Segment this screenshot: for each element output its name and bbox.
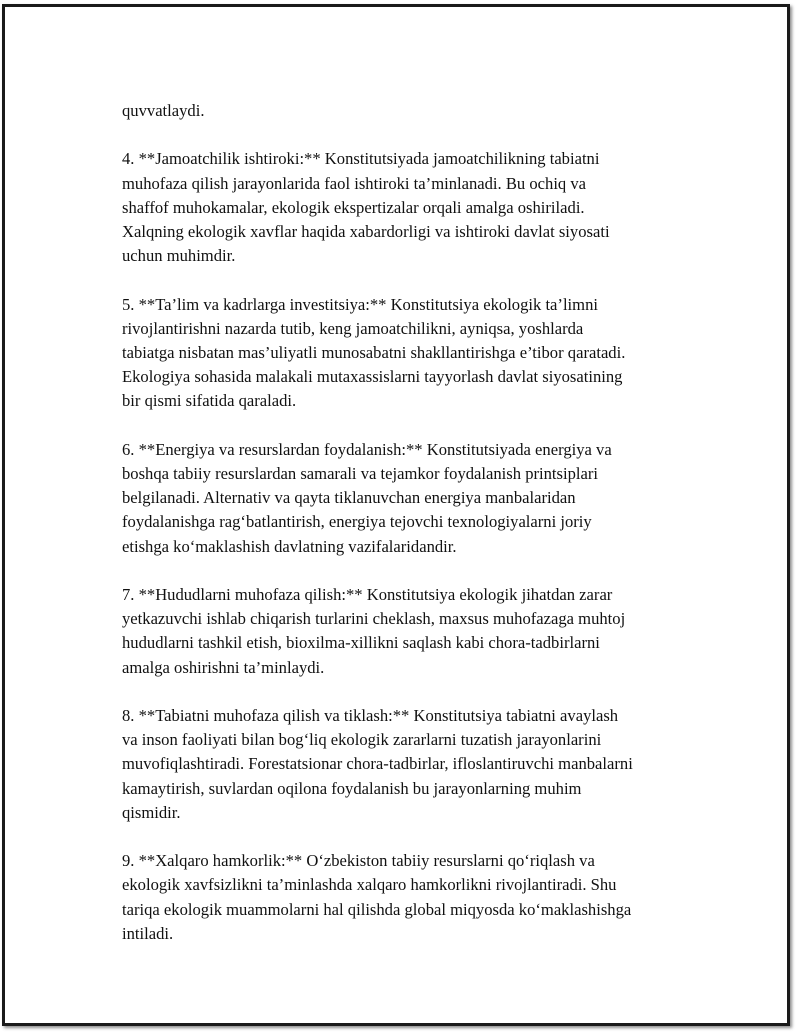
paragraph-energy-resources: 6. **Energiya va resurslardan foydalanish:** Konstitutsiyada energiya va boshqa tabiiy resurslardan samarali va tejamkor foydalanish printsiplari belgilanadi. Alternativ va qayta tiklanuvchan energiya manbalaridan foydalanishga rag‘batlantirish, energiya tejovchi texnologiyalarni joriy etishga ko‘maklashish davlatning vazifalaridandir. [122, 439, 612, 556]
paragraph-international-cooperation: 9. **Xalqaro hamkorlik:** O‘zbekiston tabiiy resurslarni qo‘riqlash va ekologik xavfsizlikni ta’minlashda xalqaro hamkorlikni rivojlantiradi. Shu tariqa ekologik muammolarni hal qilishda global miqyosda ko‘maklashishga intiladi. [122, 851, 632, 943]
paragraph-public-participation: 4. **Jamoatchilik ishtiroki:** Konstitutsiyada jamoatchilikning tabiatni muhofaza qilish jarayonlarida faol ishtiroki ta’minlanadi. Bu ochiq va shaffof muhokamalar, ekologik ekspertizalar orqali amalga oshiriladi. Xalqning ekologik xavflar haqida xabardorligi va ishtiroki davlat siyosati uchun muhimdir. [122, 149, 610, 266]
page-frame [2, 4, 790, 1026]
paragraph-education-investment: 5. **Ta’lim va kadrlarga investitsiya:** Konstitutsiya ekologik ta’limni rivojlantirishni nazarda tutib, keng jamoatchilikni, ayniqsa, yoshlarda tabiatga nisbatan mas’uliyatli munosabatni shakllantirishga e’tibor qaratadi. Ekologiya sohasida malakali mutaxassislarni tayyorlash davlat siyosatining bir qismi sifatida qaraladi. [122, 294, 626, 411]
document-body [122, 99, 702, 970]
paragraph-nature-restoration: 8. **Tabiatni muhofaza qilish va tiklash:** Konstitutsiya tabiatni avaylash va inson faoliyati bilan bog‘liq ekologik zararlarni tuzatish jarayonlarini muvofiqlashtiradi. Forestatsionar chora-tadbirlar, ifloslantiruvchi manbalarni kamaytirish, suvlardan oqilona foydalanish bu jarayonlarning muhim qismidir. [122, 706, 633, 822]
paragraph-territory-protection: 7. **Hududlarni muhofaza qilish:** Konstitutsiya ekologik jihatdan zarar yetkazuvchi ishlab chiqarish turlarini cheklash, maxsus muhofazaga muhtoj hududlarni tashkil etish, bioxilma-xillikni saqlash kabi chora-tadbirlarni amalga oshirishni ta’minlaydi. [122, 585, 626, 677]
paragraph-continuation: quvvatlaydi. [122, 101, 205, 120]
